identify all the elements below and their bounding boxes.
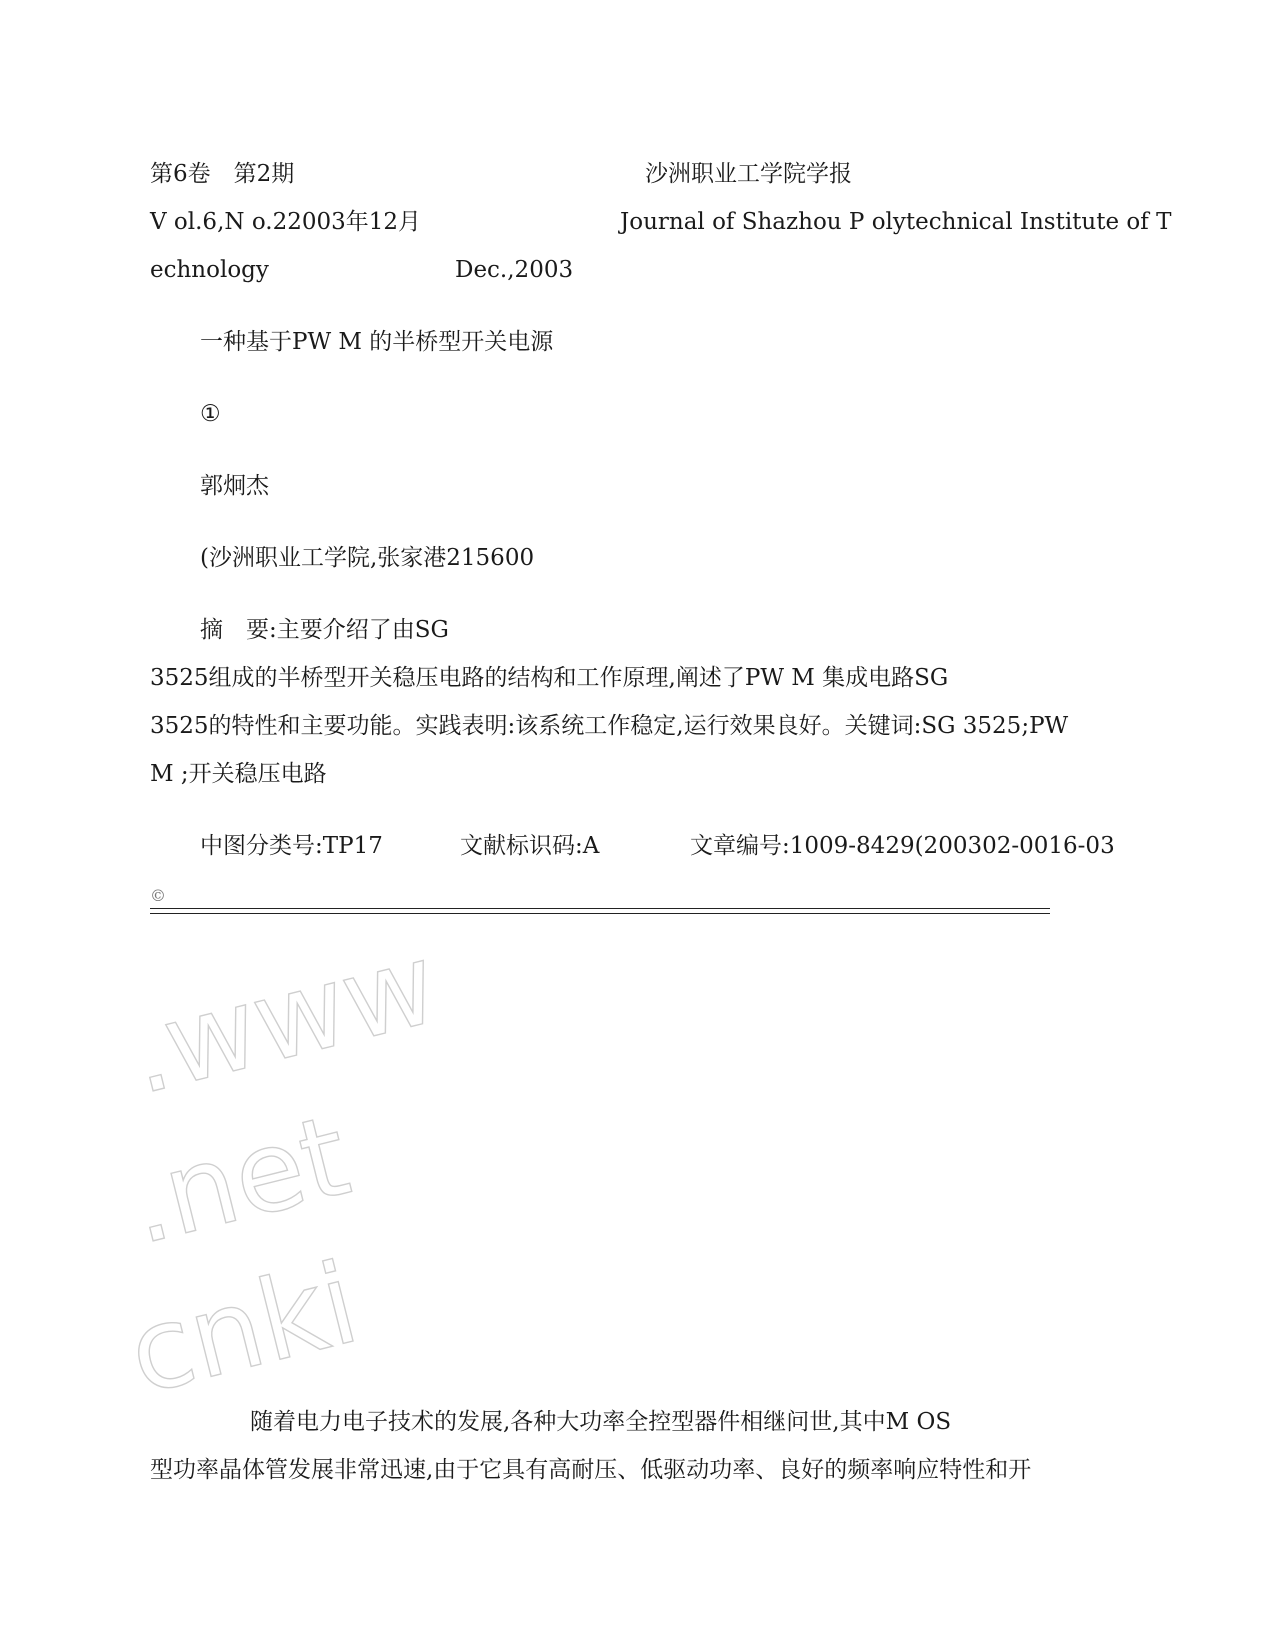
date-en: Dec.,2003 [455,257,574,283]
journal-title-en: Journal of Shazhou P olytechnical Institute of T [620,209,1172,235]
divider-top [150,908,1050,909]
paragraph-line: 随着电力电子技术的发展,各种大功率全控型器件相继问世,其中M OS [250,1409,952,1435]
journal-title-cn: 沙洲职业工学院学报 [645,161,852,187]
document-code: 文献标识码:A [460,833,600,859]
journal-title-en-cont: echnology [150,257,269,283]
watermark-line: .www [116,918,450,1120]
article-title: 一种基于PW M 的半桥型开关电源 [200,329,554,355]
author-name: 郭炯杰 [200,473,269,499]
affiliation: (沙洲职业工学院,张家港215600 [200,545,535,571]
article-number: 文章编号:1009-8429(200302-0016-03 [690,833,1115,859]
classification-number: 中图分类号:TP17 [200,833,383,859]
abstract-line: 摘 要:主要介绍了由SG [200,617,449,643]
watermark-line: cnki [116,1238,370,1420]
paragraph-line: 型功率晶体管发展非常迅速,由于它具有高耐压、低驱动功率、良好的频率响应特性和开 [150,1457,1032,1483]
watermark-line: .net [116,1090,361,1270]
divider-bottom [150,913,1050,914]
volume-issue-en: V ol.6,N o.22003年12月 [150,209,422,235]
footnote-mark: ① [200,401,221,427]
abstract-line: M ;开关稳压电路 [150,761,327,787]
copyright-symbol: © [150,886,166,905]
abstract-line: 3525的特性和主要功能。实践表明:该系统工作稳定,运行效果良好。关键词:SG 3525;PW [150,713,1069,739]
volume-issue: 第6卷 第2期 [150,161,295,187]
abstract-line: 3525组成的半桥型开关稳压电路的结构和工作原理,阐述了PW M 集成电路SG [150,665,949,691]
